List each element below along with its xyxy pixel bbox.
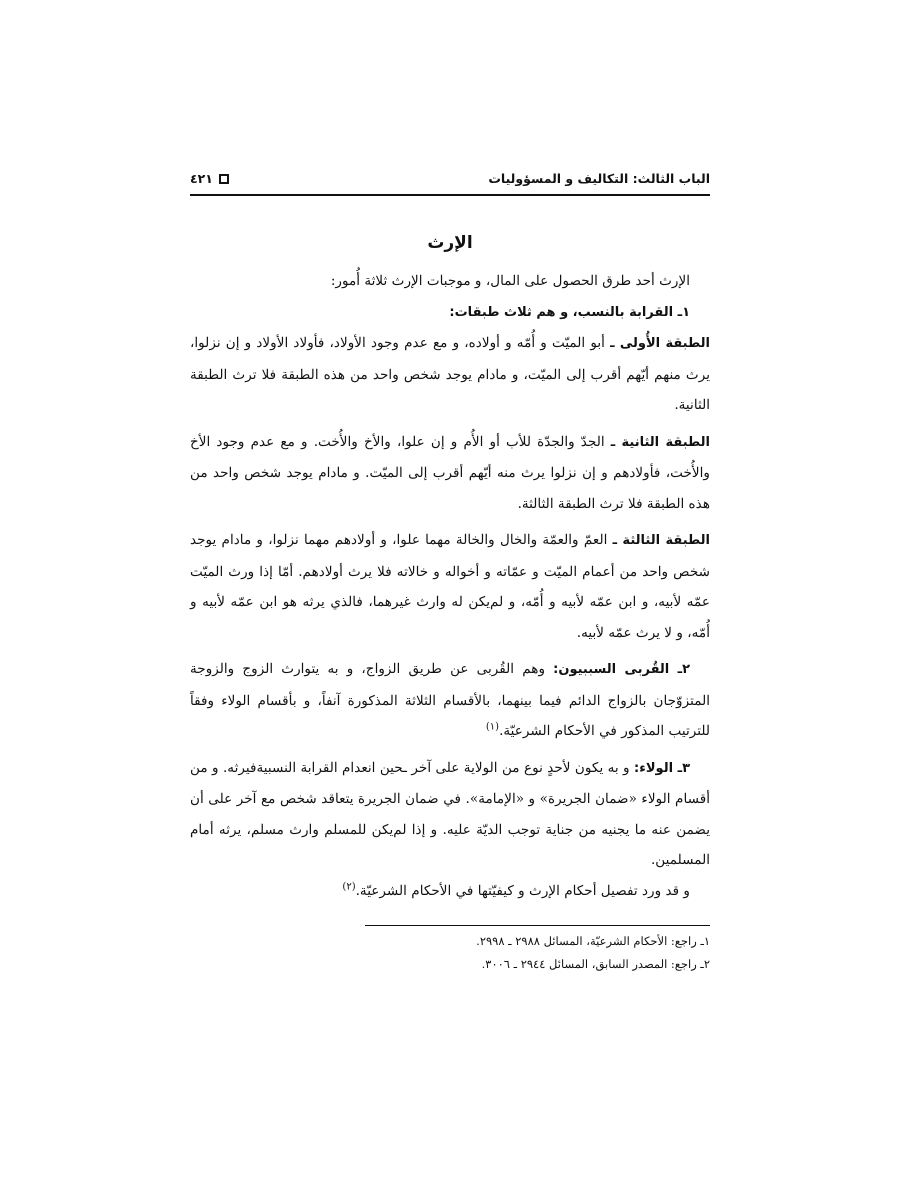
closing-text: و قد ورد تفصيل أحكام الإرث و كيفيّتها في الأحكام الشرعيّة.	[355, 882, 690, 899]
paragraph-marriage	[190, 654, 710, 747]
intro-paragraph: الإرث أحد طرق الحصول على المال، و موجبات الإرث ثلاثة أُمور:	[330, 273, 690, 289]
closing-paragraph	[190, 876, 710, 907]
paragraph-wala	[190, 753, 710, 876]
section-title: الإرث	[427, 233, 473, 253]
level-3-label: الطبقة الثالثة ـ	[612, 533, 710, 548]
level-2-text: الجدّ والجدّة للأب أو الأُم و إن علوا، والأخ والأُخت. و مع عدم وجود الأخ والأُخت، فأولادهم و إن نزلوا يرث منه أيّهم أقرب إلى الميّت. و مادام يوجد شخص واحد من هذه الطبقة فلا ترث الطبقة الثالثة.	[190, 433, 710, 512]
page-number: ٤٢١	[190, 171, 213, 186]
footnotes	[365, 925, 710, 976]
footnote-divider	[365, 925, 710, 926]
wala-label: ٣ـ الولاء:	[634, 760, 690, 776]
footnote-ref-2[interactable]: (٢)	[342, 880, 356, 892]
heading-kinship	[190, 297, 710, 329]
chapter-title: الباب الثالث: التكاليف و المسؤوليات	[488, 171, 710, 186]
page-number-block	[190, 168, 229, 190]
paragraph-level-3	[190, 525, 710, 648]
level-3-text: العمّ والعمّة والخال والخالة مهما علوا، و أولادهم مهما نزلوا، و مادام يوجد شخص واحد من أعمام الميّت و عمّاته و أخواله و خالاته فلا يرث أولادهم. أمّا إذا ورث الميّت عمّه لأبيه، و ابن عمّه لأبيه و أُمّه، و لم‌يكن له وارث غيرهما، فالذي يرثه هو ابن عمّه لأبيه و أُمّه، و لا يرث عمّه لأبيه.	[190, 532, 710, 641]
level-2-label: الطبقة الثانية ـ	[610, 434, 711, 450]
paragraph-level-2	[190, 427, 710, 520]
running-header	[190, 168, 710, 192]
footnote-ref-1[interactable]: (١)	[485, 721, 500, 733]
level-1-label: الطبقة الأُولى ـ	[610, 336, 710, 351]
paragraph-level-1	[190, 328, 710, 421]
square-ornament-icon	[219, 174, 229, 184]
heading-kinship-text: ١ـ القرابة بالنسب، و هم ثلاث طبقات:	[449, 304, 690, 320]
main-content	[190, 228, 710, 906]
wala-text: و به يكون لأحدٍ نوع من الولاية على آخر ـحين انعدام القرابة النسبيةفيرثه. و من أقسام الولاء «ضمان الجريرة» و «الإمامة». في ضمان الجريرة يتعاقد شخص مع آخر على أن يضمن عنه ما يجنيه من جناية توجب الديّة عليه. و إذا لم‌يكن للمسلم وارث مسلم، يرثه أمام المسلمين.	[190, 759, 710, 868]
footnote-2: ٢ـ راجع: المصدر السابق، المسائل ٢٩٤٤ ـ ٣٠٠٦.	[481, 957, 710, 971]
footnote-1: ١ـ راجع: الأحكام الشرعيّة، المسائل ٢٩٨٨ ـ ٢٩٩٨.	[476, 934, 710, 948]
marriage-text: وهم القُربى عن طريق الزواج، و به يتوارث الزوج والزوجة المتزوّجان بالزواج الدائم فيما بينهما، بالأقسام الثلاثة المذكورة آنفاً، و بأقسام الولاء وفقاً للترتيب المذكور في الأحكام الشرعيّة.	[190, 661, 710, 739]
header-divider	[190, 194, 710, 196]
marriage-label: ٢ـ القُربى السببيون:	[553, 662, 691, 677]
level-1-text: أبو الميّت و أُمّه و أولاده، و مع عدم وجود الأولاد، فأولاد الأولاد و إن نزلوا، يرث منهم أيّهم أقرب إلى الميّت، و مادام يوجد شخص واحد من هذه الطبقة فلا ترث الطبقة الثانية.	[190, 335, 710, 413]
